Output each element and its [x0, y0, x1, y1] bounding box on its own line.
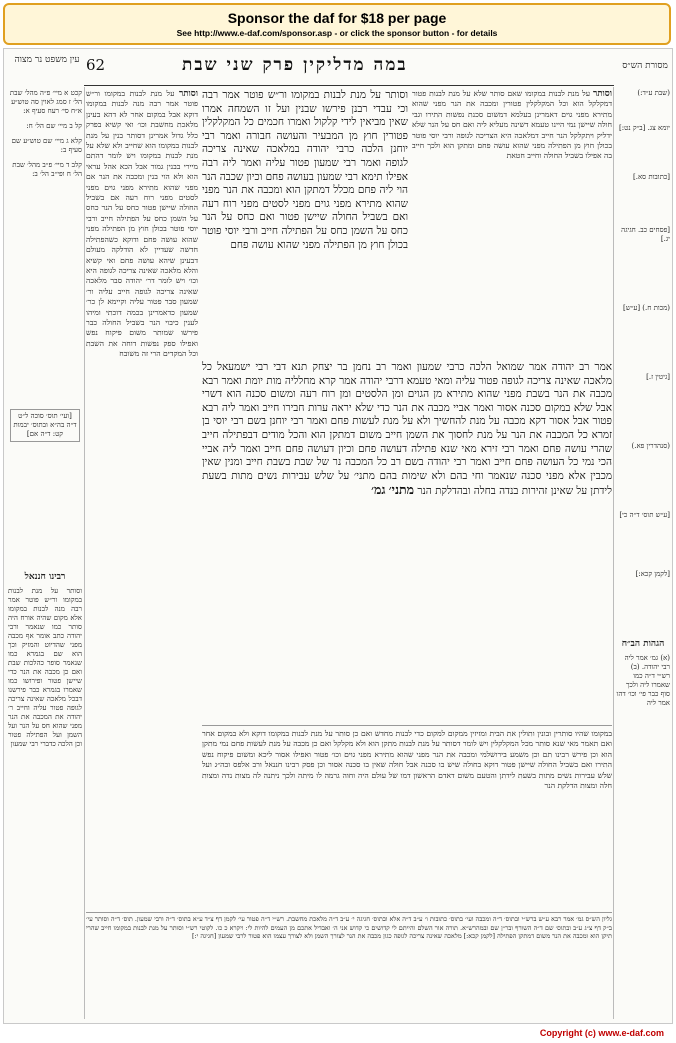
ein-mishpat-entry: קלב ד מיי׳ פ״ב מהל׳ שבת הל׳ ח ופי״ב הל׳ ב: [12, 161, 82, 178]
rashi-column [412, 89, 612, 359]
footnotes-block [86, 915, 612, 1019]
masoret-entry: (סנהדרין פא.) [631, 442, 670, 450]
gemara-text-wide: אמר רב יהודה אמר שמואל הלכה כרבי שמעון ואמר רב נחמן בר יצחק תנא דבי רבי ישמעאל כל מלאכה שאינה צריכה לגופה פטור עליה ומאי טעמא דרבי יהודה אמר קרא מחלליה מות יומת ואמר רבא מכבה את הנר בשבת מפני שהוא מתירא מן הגוים ומן הלסטים ומן רוח רעה ומשום סכנה הוא דשרי אבל שלא במקום סכנה אסור ואמר אביי מכבה את הנר כדי שלא יראה ערות חבירו חייב ואמר ליה רבא פטור אבל אסור דקא מכבה על מנת להחשיך ולא על מנת לעשות פחם ואמר רבי יוחנן בשם רבי יוסי בן זמרא כל המכבה את הנר על מנת לחסוך את השמן חייב משום דמתקן הוא והכל מודים דבפתילה חייב שהרי עושה פחם ואמר רבי זירא מאי שנא פתילה דעושה פחם וכיון דעושה פחם חייב ואמר ליה אביי הכי נמי כל העושה פחם חייב ואמר רבי יהודה בשם רב כל המכבה נר של שבת בשבת חייב ומנין שאין מכבין אלא מפני סכנה שנאמר וחי בהם ולא שימות בהם מתני׳ על שלש עבירות נשים מתות בשעת לידתן על שאינן זהירות בנדה בחלה ובהדלקת הנר [202, 361, 612, 498]
gemara-wide-column [202, 361, 612, 721]
copyright-notice[interactable]: Copyright (c) www.e-daf.com [539, 1028, 664, 1038]
gemara-marker: גמ׳ [371, 482, 386, 498]
column-divider [84, 87, 85, 1019]
tosafot-column [86, 89, 198, 909]
ein-mishpat-entry: קל ב מיי׳ שם הל׳ ח: [26, 122, 82, 130]
mishna-marker: מתני׳ [388, 482, 414, 498]
ein-mishpat-label: עין משפט נר מצוה [14, 55, 80, 65]
masoret-entry: [פסחים כב. חגיגה יג.] [621, 226, 670, 243]
rabbeinu-chananel-heading: רבינו חננאל [24, 572, 66, 582]
tosafot-bottom-text: במקומו שהיו סותרין ובונין ותולין את הבית ומזיזין ממקום למקום כדי לבנות מחדש ואם כן סותר על מנת לבנות במקומו דוקא ולא במקום אחר ואם תאמר מאי שנא סותר מכל המקלקלין ויש לומר דסותר על מנת לבנות מתקן הוא ולא מקלקל ואם כן מכבה על מנת לעשות פחם נמי מתקן הוא וכן פירש רבינו תם וכן משמע בירושלמי ומכבה את הנר מפני שהוא מתירא מפני גוים וכו׳ פטור ואפילו אסור ליכא ומשום פיקוח נפש התירו ואם בשביל החולה שיישן פטור דוקא בחולה שיש בו סכנה אבל חולה שאין בו סכנה אסור וכן פסק רבינו חננאל ורב אלפס ובה״ג ועל שלש עבירות נשים מתות בשעת לידתן והטעם משום דאדם הראשון דמו של עולם היה וחוה גרמה לו מיתה ולכך ניתנה לה מצות נדה ומצות חלה ומצות הדלקת הנר [202, 729, 612, 791]
masoret-entry: [לקמן קכא:] [635, 570, 670, 578]
masoret-entry: [כתובות סא.] [632, 173, 670, 181]
ein-mishpat-entry: קכט א מיי׳ פ״ה מהל׳ שבת הל׳ ז סמג לאוין סה טוש״ע א״ח סי׳ רעח סעיף א: [9, 89, 82, 115]
page-number: 62 [86, 56, 106, 74]
tosafot-text: על מנת לבנות במקומו ור״ש פוטר אמר רבה מנה לבנות במקומו דוקא אבל במקום אחר לא דהא בעינן מלאכת מחשבת וכו׳ ואי קשיא בפרק כלל גדול אמרינן דסותר בנין על מנת לבנות במקומו הוא שחייב ולא שלא על מנת לבנות במקומו ויש לומר דהתם מיירי בבנין גמור אבל הכא אהל עראי הוא ולא הוי בנין ומכבה את הנר אם מפני שהוא מתירא מפני גוים מפני לסטים מפני רוח רעה אם בשביל החולה שיישן פטור כחס על הנר כחס על השמן כחס על הפתילה חייב ורבי יוסי פוטר בכולן חוץ מן הפתילה מפני שהוא עושה פחם ודוקא כשהפתילה חדשה שעדיין לא הודלקה מעולם דבעינן שיהא עושה פחם ואי קשיא והלא מלאכה שאינה צריכה לגופה היא וכו׳ ויש לומר דר׳ יהודה סבר מלאכה שאינה צריכה לגופה חייב עליה ור׳ שמעון סבר פטור עליה וקיימא לן כר׳ שמעון כדאמרינן בכמה דוכתי ומיהו לענין כיבוי הנר בשביל החולה כבר פירשו שמותר משום פיקוח נפש ואפילו ספק נפשות דוחה את השבת וכל המקדים הרי זה משובח [86, 89, 198, 359]
header-rule [84, 85, 614, 86]
sponsor-banner[interactable] [3, 3, 671, 45]
masoret-hashas-label: מסורת הש״ס [622, 61, 668, 71]
right-margin-column [616, 89, 670, 1019]
ein-mishpat-entry: קלא ג מיי׳ שם טוש״ע שם סעיף ב: [11, 137, 82, 154]
rashi-dibbur-hamatchil: וסותר [592, 89, 612, 99]
margin-note: [ועי׳ תוס׳ סוכה ל״ט ד״ה בה״א ובתוס׳ יבמות קט: ד״ה אם] [10, 409, 80, 442]
tosafot-bottom-column [202, 729, 612, 914]
talmud-page [3, 48, 673, 1024]
footnotes-text: גליון הש״ס גמ׳ אמר רבא ע״ש ברש״י ובתוס׳ ד״ה ומכבה ועי׳ בתוס׳ כתובות ו׳ ע״ב ד״ה אלא ובתוס׳ חגיגה י׳ ע״ב ד״ה מלאכת מחשבת. רש״י ד״ה פטור עי׳ לקמן דף צ״ד ע״א בתוס׳ ד״ה ורבי שמעון. תוס׳ ד״ה וסותר עי׳ ב״ק דף צ״ג ע״ב ובתוס׳ שם ד״ה השורף ובר״ן שם ובמהרש״א. תורה אור השלם והייתם לי קדושים כי קדוש אני ה׳ ואבדיל אתכם מן העמים להיות לי: ויקרא כ כו. לקוטי רש״י וסותר על מנת לבנות במקומו חייב שהרי תיקן הוא ומכבה את הנר משום דמתקן הפתילה [לקמן קכא:] מלאכה שאינה צריכה לגופה כגון מכבה את הנר לצורך השמן ולא לצורך עצמו הוא פטור לרבי שמעון [חגיגה י:] [86, 915, 612, 941]
hagahot-text: (א) גמ׳ אמר ליה רבי יהודה. (ב) רש״י ד״ה כמו שאמרו ליה ולכך סוף כבר פי׳ וכו׳ דהו אמר ליה [616, 654, 670, 707]
commentary-rule [202, 725, 612, 726]
masoret-entry: [ע״ש תוס׳ ד״ה כי] [619, 511, 670, 519]
masoret-entry: (שבת ע״ד:) [637, 89, 670, 97]
page-header [4, 55, 673, 81]
masoret-entry: (מכות ח.) [ע״ש] [623, 304, 670, 312]
hagahot-heading: הגהות הב״ח [621, 639, 665, 649]
masoret-entry: [גיטין ז.] [646, 373, 670, 381]
sponsor-subtitle[interactable]: See http://www.e-daf.com/sponsor.asp - or click the sponsor button - for details [176, 28, 498, 38]
tosafot-dibbur-hamatchil: וסותר [178, 89, 198, 99]
page-title: במה מדליקין פרק שני שבת [182, 55, 408, 75]
left-margin-column [8, 89, 82, 1019]
masoret-entry: יומא צג. [ב״ק נט:] [619, 124, 670, 132]
sponsor-title[interactable]: Sponsor the daf for $18 per page [227, 10, 447, 26]
footnote-rule [86, 912, 612, 913]
rashi-text: על מנת לבנות במקומו שאם סותר שלא על מנת לבנות פטור דמקלקל הוא וכל המקלקלין פטורין ומכבה את הנר מפני שהוא מתירא מפני גוים דאמרינן בעלמא דמשום סכנת נפשות התירו וגבי חולה שיישן נמי היינו טעמא דשינה מעליא ליה ואם חס על הנר שלא ידליק ויתקלקל הנר חייב דמלאכה היא הצריכה לגופה ורבי יוסי פוטר בכולן חוץ מן הפתילה מפני שהוא עושה פחם ומתקן הוא ולכך חייב בה אפילו בשביל החולה וחייב חטאת [412, 89, 612, 161]
column-divider [613, 87, 614, 1019]
gemara-text-top: וסותר על מנת לבנות במקומו ור״ש פוטר אמר רבה וכי עבדי רבנן פירשו שבנין ועל זו השמחה אמרו שאין מביאין לידי קלקול ואמרו חכמים כל המקלקלין פטורין חוץ מן המבעיר והעושה חבורה ואמר רבי יוחנן הלכה כרבי יהודה במלאכה שאינה צריכה לגופה ואמר רבי שמעון פטור עליה ואמר ליה רבה אפילו תימא רבי שמעון בעושה פחם וכיון שכבה הנר הוי ליה פחם מכלל דמתקן הוא ומכבה את הנר מפני שהוא מתירא מפני גוים מפני לסטים מפני רוח רעה ואם בשביל החולה שיישן פטור ואם כחס על הנר כחס על השמן כחס על הפתילה חייב ורבי יוסי פוטר בכולן חוץ מן הפתילה מפני שהוא עושה פחם [202, 89, 408, 251]
rabbeinu-chananel-text: וסותר על מנת לבנות במקומו ור״ש פוטר אמר רבה מנה לבנות במקומו אלא מקום שהיה אורח היה סותר כמו שנאמר ורבי יהודה כתב אומר אף מכבה מפני שהדיוט והמזיק וכך הוא שם בגמרא כמו שנאמר סופר כהלכות שבת ואם כן מכבה את הנר כדי שיישן פטור ופירושו כמו שאמרו בגמרא כבר פירשנו דבכל מלאכה שאינה צריכה לגופה פטור עליה וחייב ר׳ יהודה את המכבה את הנר מפני שהוא חס על הנר ועל השמן ועל הפתילה פטור וכן הלכה כדברי רבי שמעון [8, 587, 82, 748]
